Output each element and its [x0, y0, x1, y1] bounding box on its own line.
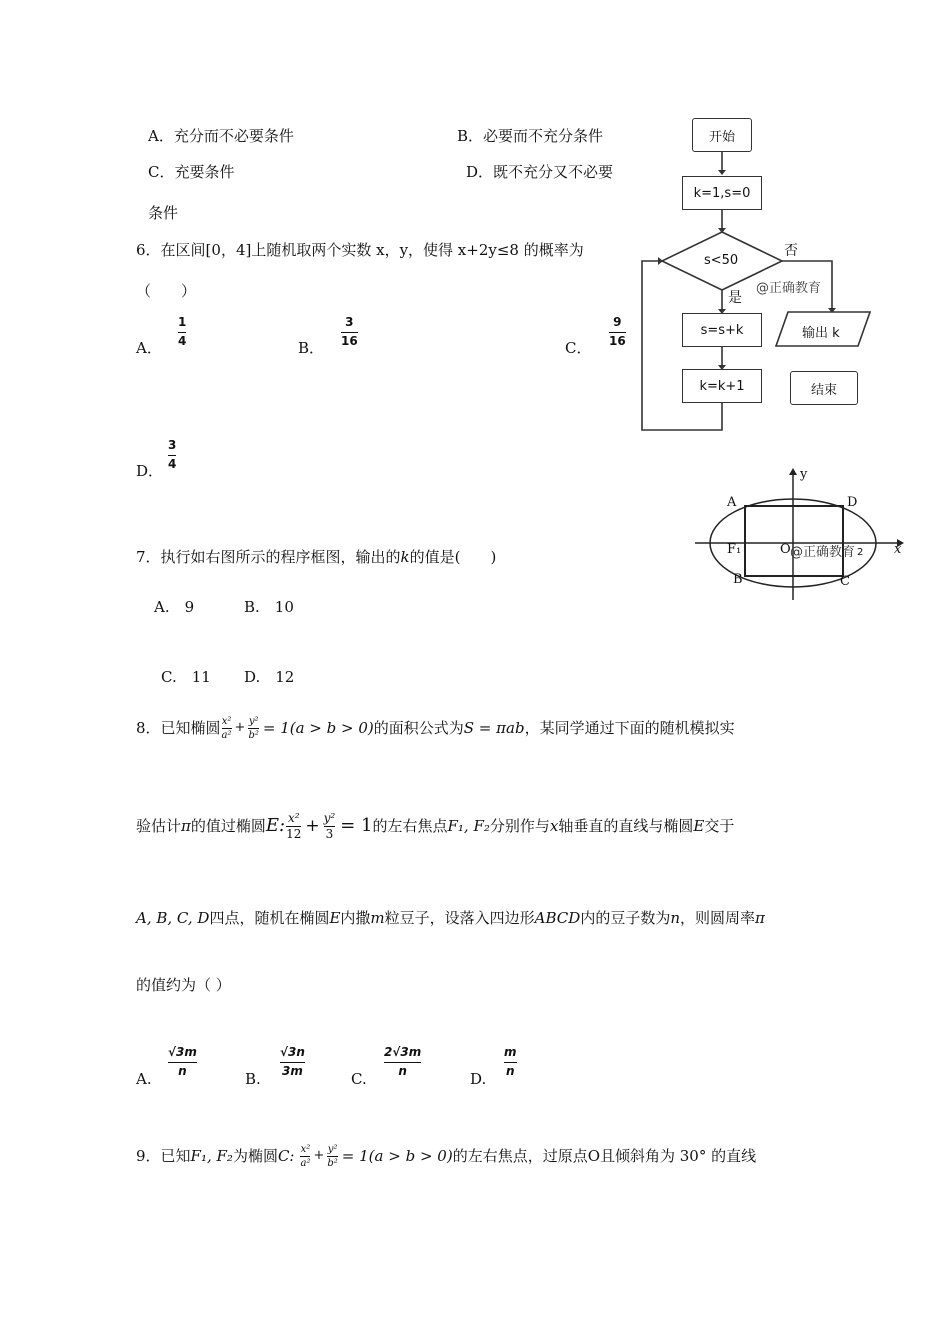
q7-option-b: B. 10 — [244, 598, 294, 616]
q5-option-d: D．既不充分又不必要 — [466, 163, 614, 181]
q8-option-b-fraction — [280, 1046, 305, 1078]
numerator: 9 — [613, 315, 622, 329]
denominator: n — [505, 1064, 515, 1078]
x-axis-label: x — [894, 542, 902, 557]
q8-option-c-label: C. — [351, 1070, 367, 1088]
q8-foci: F₁, F₂ — [447, 817, 490, 835]
q8-line2-post4: 交于 — [704, 817, 735, 835]
q8-line-4: 的值约为（ ） — [136, 976, 231, 994]
q7-option-a: A. 9 — [154, 598, 195, 616]
q7-stem-post: 的值是( ) — [409, 548, 497, 566]
q8-option-a-label: A. — [136, 1070, 152, 1088]
q9-eq: = 1(a > b > 0) — [341, 1147, 453, 1165]
step-k-label: k=k+1 — [699, 378, 745, 394]
q8-line3-a: 四点，随机在椭圆 — [209, 909, 330, 927]
q8-line2-post2: 分别作与 — [489, 817, 550, 835]
q8-abcd: ABCD — [534, 909, 581, 927]
q8-option-c-fraction — [384, 1046, 421, 1078]
numerator: 1 — [178, 315, 187, 329]
q6-option-c-label: C． — [565, 339, 592, 357]
point-F1: F₁ — [727, 542, 742, 557]
q8-points: A, B, C, D — [136, 909, 210, 927]
q8-line1-post: ，某同学通过下面的随机模拟实 — [524, 719, 735, 737]
point-A: A — [727, 495, 737, 510]
q9-stem — [136, 1136, 756, 1176]
q9-x2-over-a2: x² a² — [300, 1143, 311, 1169]
q8-line-2 — [136, 806, 734, 846]
numerator: 2√3m — [384, 1045, 422, 1059]
q6-option-b-label: B． — [298, 339, 325, 357]
q8-line3-d: 内的豆子数为 — [580, 909, 671, 927]
q6-paren: （ ） — [136, 282, 197, 300]
flowchart-init — [682, 176, 762, 210]
denominator: 4 — [168, 457, 177, 471]
q8-line3-c: 粒豆子，设落入四边形 — [384, 909, 535, 927]
point-O: O — [780, 542, 791, 557]
ellipse-watermark: @正确教育 — [790, 545, 856, 560]
q9-post: 的左右焦点，过原点O且倾斜角为 30° 的直线 — [452, 1147, 757, 1165]
flowchart — [640, 110, 880, 440]
q8-option-d-fraction — [504, 1046, 517, 1078]
q9-plus: + — [313, 1148, 325, 1163]
flowchart-no-label: 否 — [784, 243, 798, 259]
q6-option-b-fraction — [341, 316, 358, 348]
flowchart-yes-label: 是 — [728, 290, 742, 306]
q9-pre: 9．已知 — [136, 1147, 191, 1165]
end-label: 结束 — [810, 382, 837, 398]
flowchart-end — [790, 371, 858, 405]
q8-line2-mid: 的值过椭圆 — [190, 817, 266, 835]
q8-m-var: m — [370, 909, 385, 927]
point-F2-subscript: 2 — [857, 547, 864, 558]
flowchart-start — [692, 118, 752, 152]
q6-stem: 6．在区间[0，4]上随机取两个实数 x，y，使得 x+2y≤8 的概率为 — [136, 241, 584, 259]
numerator: m — [504, 1045, 517, 1059]
flowchart-watermark: @正确教育 — [756, 281, 822, 296]
q8-line3-b: 内撒 — [340, 909, 371, 927]
q7-var-k: k — [400, 548, 410, 566]
q9-mid1: 为椭圆 — [232, 1147, 278, 1165]
numerator: √3n — [280, 1045, 305, 1059]
flowchart-step-k — [682, 369, 762, 403]
denominator: 3m — [282, 1064, 303, 1078]
q8-E-label: E: — [265, 815, 286, 836]
q7-stem-pre: 7．执行如右图所示的程序框图，输出的 — [136, 548, 401, 566]
q8-line1-pre: 8．已知椭圆 — [136, 719, 221, 737]
y-axis-label: y — [800, 467, 808, 482]
q8-line3-e: ，则圆周率 — [680, 909, 756, 927]
q6-option-c-fraction — [609, 316, 626, 348]
q6-option-a-fraction — [178, 316, 186, 348]
q9-C-label: C: — [277, 1147, 295, 1165]
start-label: 开始 — [708, 129, 735, 145]
q8-area-formula: S = πab — [463, 719, 525, 737]
q7-option-c: C. 11 — [161, 668, 211, 686]
numerator: √3m — [168, 1045, 197, 1059]
q8-line-3 — [136, 909, 765, 927]
denominator: n — [398, 1064, 407, 1078]
q8-line-1 — [136, 712, 735, 744]
q8-x2-over-12: x² 12 — [286, 810, 302, 841]
q8-line2-eq: = 1 — [340, 815, 373, 836]
q8-option-b-label: B. — [245, 1070, 261, 1088]
q5-option-b: B．必要而不充分条件 — [457, 127, 604, 145]
init-label: k=1,s=0 — [693, 185, 751, 201]
q8-line2-post3: 轴垂直的直线与椭圆 — [558, 817, 694, 835]
numerator: 3 — [345, 315, 354, 329]
q9-y2-over-b2: y² b² — [327, 1143, 338, 1169]
q8-E-var: E — [693, 817, 705, 835]
q8-y2-over-3: y² 3 — [323, 810, 336, 841]
denominator: 16 — [341, 334, 358, 348]
numerator: 3 — [168, 438, 177, 452]
q8-x-var: x — [549, 817, 559, 835]
flowchart-condition: s<50 — [704, 253, 739, 268]
q8-option-a-fraction — [168, 1046, 197, 1078]
flowchart-output: 输出 k — [802, 326, 840, 341]
q6-option-d-label: D． — [136, 462, 164, 480]
flowchart-step-s — [682, 313, 762, 347]
q8-plus: + — [234, 720, 246, 735]
q7-option-d: D. 12 — [244, 668, 295, 686]
q8-line2-post1: 的左右焦点 — [372, 817, 448, 835]
q5-option-a: A．充分而不必要条件 — [148, 127, 294, 145]
q7-stem — [136, 548, 496, 566]
q6-option-d-fraction — [168, 439, 176, 471]
q8-option-d-label: D. — [470, 1070, 487, 1088]
q8-line1-mid: 的面积公式为 — [373, 719, 464, 737]
point-B: B — [733, 572, 743, 587]
q8-x2-over-a2: x² a² — [221, 715, 232, 741]
denominator: 4 — [178, 334, 187, 348]
point-C: C — [840, 574, 850, 589]
q6-option-a-label: A． — [136, 339, 162, 357]
q5-option-d-continued: 条件 — [148, 204, 179, 222]
q9-foci: F₁, F₂ — [190, 1147, 233, 1165]
point-D: D — [847, 495, 858, 510]
q8-n-var: n — [670, 909, 680, 927]
q8-pi: π — [181, 817, 191, 835]
q5-option-c: C．充要条件 — [148, 163, 235, 181]
q8-line1-eq: = 1(a > b > 0) — [262, 719, 374, 737]
q8-y2-over-b2: y² b² — [248, 715, 259, 741]
q8-plus-2: + — [305, 816, 320, 836]
ellipse-figure-graphic — [690, 465, 910, 605]
q8-E-var-2: E — [329, 909, 341, 927]
step-s-label: s=s+k — [700, 322, 744, 338]
denominator: 16 — [609, 334, 626, 348]
ellipse-figure — [690, 465, 910, 605]
denominator: n — [178, 1064, 187, 1078]
q8-pi-2: π — [755, 909, 765, 927]
q8-line2-pre: 验估计 — [136, 817, 182, 835]
